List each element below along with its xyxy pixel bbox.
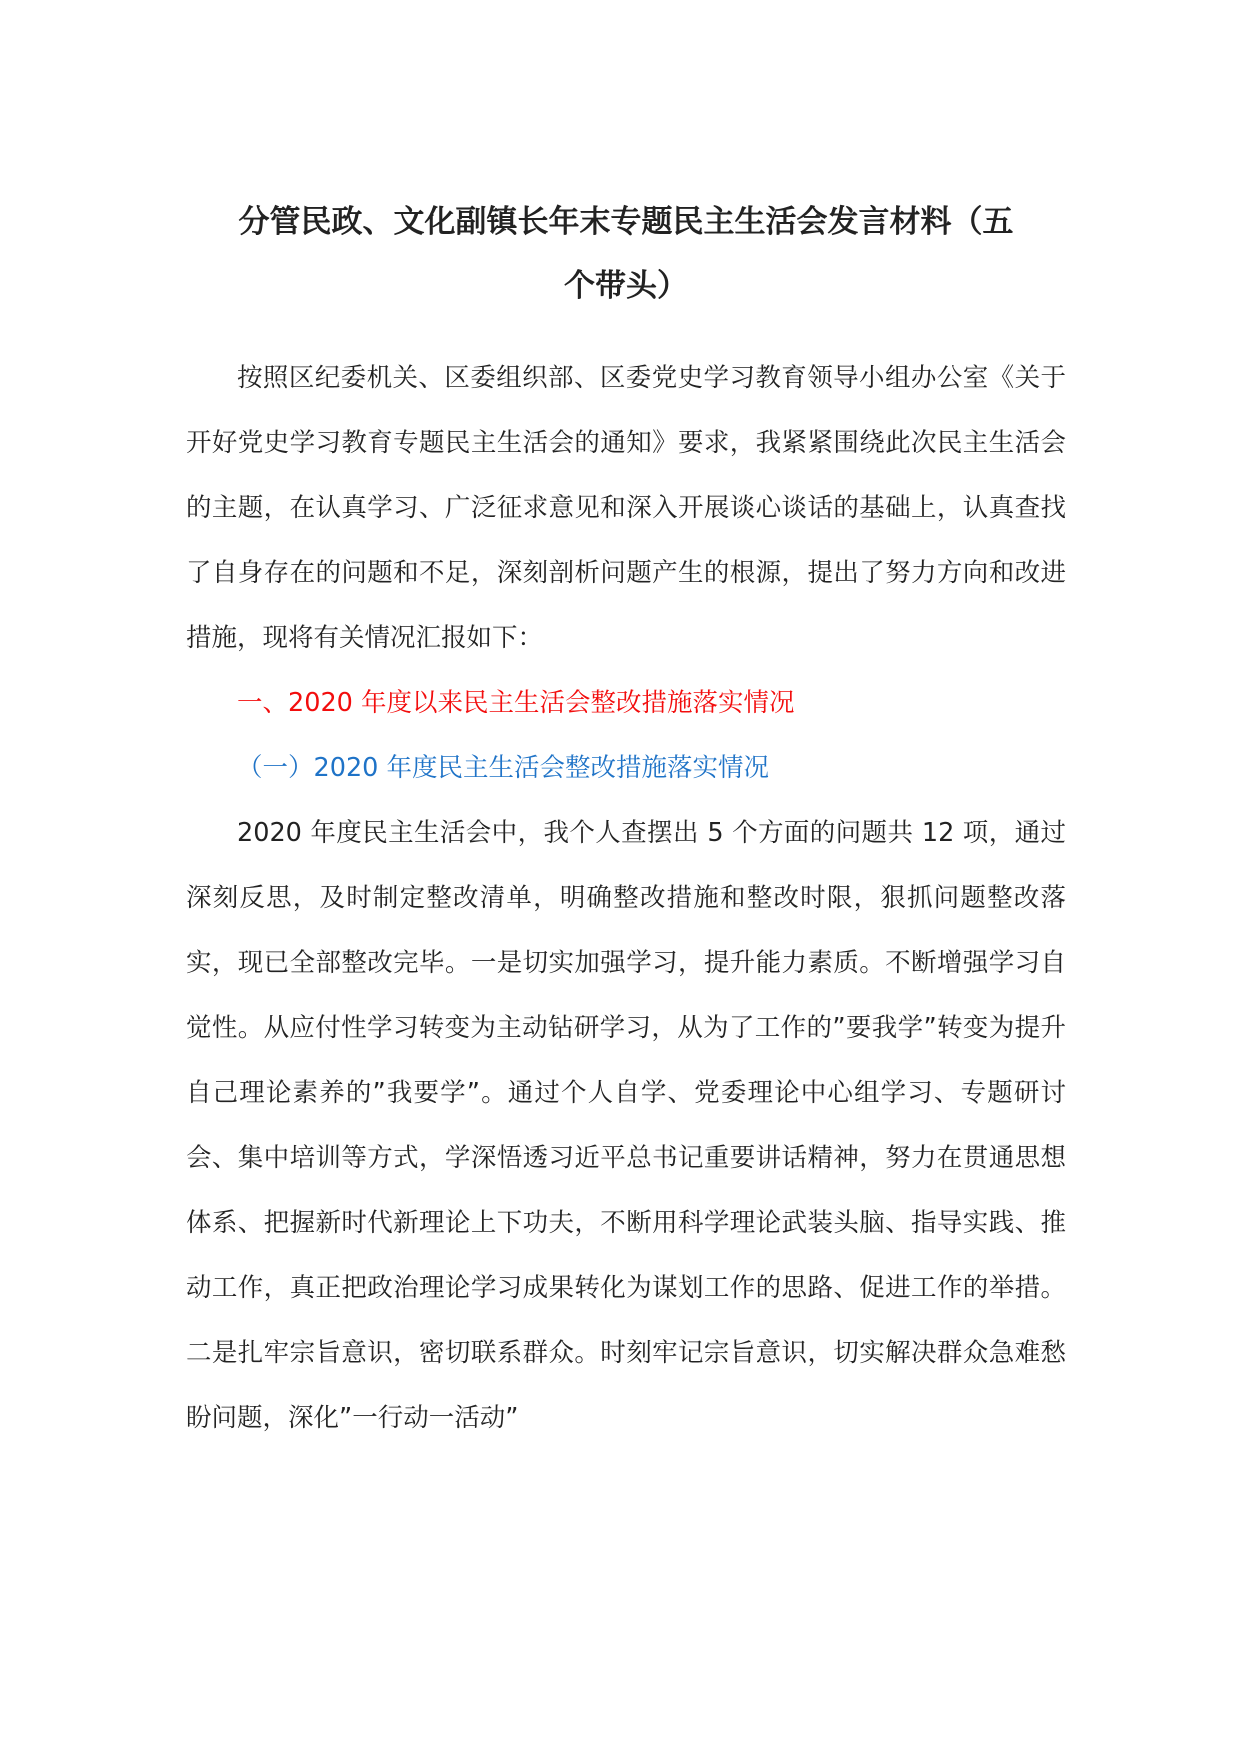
subsection-heading: （一）2020 年度民主生活会整改措施落实情况 xyxy=(237,753,770,783)
title-line-1: 分管民政、文化副镇长年末专题民主生活会发言材料（五 xyxy=(238,204,1014,240)
document-page xyxy=(186,190,1066,1451)
section-heading: 一、2020 年度以来民主生活会整改措施落实情况 xyxy=(237,688,795,718)
body-paragraph: 2020 年度民主生活会中，我个人查摆出 5 个方面的问题共 12 项，通过深刻反思，及时制定整改清单，明确整改措施和整改时限，狠抓问题整改落实，现已全部整改完毕。一是切实加强学习，提升能力素质。不断增强学习自觉性。从应付性学习转变为主动钻研学习，从为了工作的”要我学”转变为提升自己理论素养的”我要学”。通过个人自学、党委理论中心组学习、专题研讨会、集中培训等方式，学深悟透习近平总书记重要讲话精神，努力在贯通思想体系、把握新时代新理论上下功夫，不断用科学理论武装头脑、指导实践、推动工作，真正把政治理论学习成果转化为谋划工作的思路、促进工作的举措。二是扎牢宗旨意识，密切联系群众。时刻牢记宗旨意识，切实解决群众急难愁盼问题，深化”一行动一活动” xyxy=(186,818,1066,1433)
document-title xyxy=(186,190,1066,318)
intro-paragraph: 按照区纪委机关、区委组织部、区委党史学习教育领导小组办公室《关于开好党史学习教育专题民主生活会的通知》要求，我紧紧围绕此次民主生活会的主题，在认真学习、广泛征求意见和深入开展谈心谈话的基础上，认真查找了自身存在的问题和不足，深刻剖析问题产生的根源，提出了努力方向和改进措施，现将有关情况汇报如下： xyxy=(186,363,1066,653)
title-line-2: 个带头） xyxy=(564,268,688,304)
